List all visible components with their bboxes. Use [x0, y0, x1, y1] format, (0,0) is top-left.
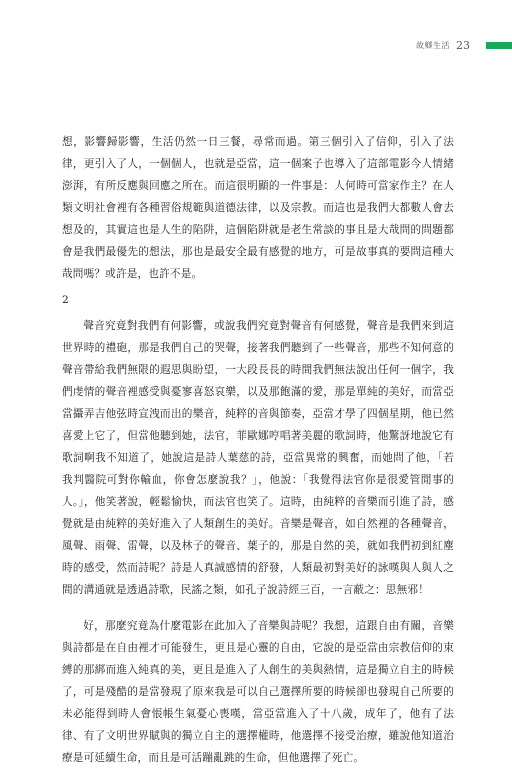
running-head: 故鄉生活 — [416, 40, 450, 50]
paragraph-2: 聲音究竟對我們有何影響，或說我們究竟對聲音有何感覺，聲音是我們來到這世界時的禮砲，那是我們自己的哭聲，接著我們聽到了一些聲音，那些不知何意的聲音帶給我們無限的遐思與盼望，一大段長長的時間我們無法說出任何一個字，我們虔情的聲音裡感受與憂寥喜怒哀樂，以及那飽滿的愛，那是單純的美好，而當亞當攝弄吉他弦時宣洩而出的樂音，純粹的音與節奏，亞當才學了四個星期，他已然喜愛上它了，但當他聽到她，法官，菲歐娜哼唱著美麗的歌詞時，他驚訝地說它有歌詞啊我不知道了，她說這是詩人葉慈的詩，亞當異常的興奮，而她問了他，「若我判醫院可對你輸血，你會怎麼說我？」，他說：「我覺得法官你是很愛管閒事的人。」，他笑著說，輕鬆愉快，而法官也笑了。這時，由純粹的音樂而引進了詩，感覺就是由純粹的美好進入了人類創生的美好。音樂是聲音，如自然裡的各種聲音，風聲、雨聲、雷聲，以及林子的聲音、葉子的，那是自然的美，就如我們初到紅塵時的感受，然而詩呢？詩是人真誠感情的舒發，人類最初對美好的詠嘆與人與人之間的溝通就是透過詩歌，民謠之類，如孔子說詩經三百，一言蔽之：思無邪！ — [62, 320, 454, 596]
paragraph-3: 好，那麼究竟為什麼電影在此加入了音樂與詩呢？我想，這跟自由有關，音樂與詩都是在自由裡才可能發生，更且是心靈的自由，它說的是亞當由宗教信仰的束縛的那綁而進入純真的美，更且是進入了人創生的美與熱情，這是獨立自主的時候了，可是殘酷的是當發現了原來我是可以自己選擇所要的時候卻也發現自己所要的未必能得到時人會悵帳生氣憂心喪嘆，當亞當進入了十八歲，成年了，他有了法律、有了文明世界賦與的獨立自主的選擇權時，他選擇不接受治療，雖說他知道治療是可延續生命，而且是可活蹦亂跳的生命，但他選擇了死亡。 — [62, 620, 454, 764]
accent-bar — [486, 42, 512, 49]
section-number: 2 — [62, 294, 69, 306]
paragraph-1: 想，影響歸影響，生活仍然一日三餐，尋常而過。第三個引入了信仰，引入了法律，更引入了人，一個個人，也就是亞當，這一個案子也導入了這部電影今人情緒澎湃，有所反應與回應之所在。而這很明顯的一件事是：人何時可當家作主？在人類文明社會裡有各種習俗規範與道德法律，以及宗教。而這也是我們大都數人會去想及的，其實這也是人生的陷阱，這個陷阱就是老生常談的事且是大哉問的問題都會是我們最優先的想法，那也是最安全最有感覺的地方，可是故事真的要問這種大哉問嗎？或許是，也許不是。 — [62, 136, 454, 280]
page-header — [416, 38, 512, 52]
page-body — [62, 131, 454, 769]
page-number: 23 — [456, 38, 470, 52]
